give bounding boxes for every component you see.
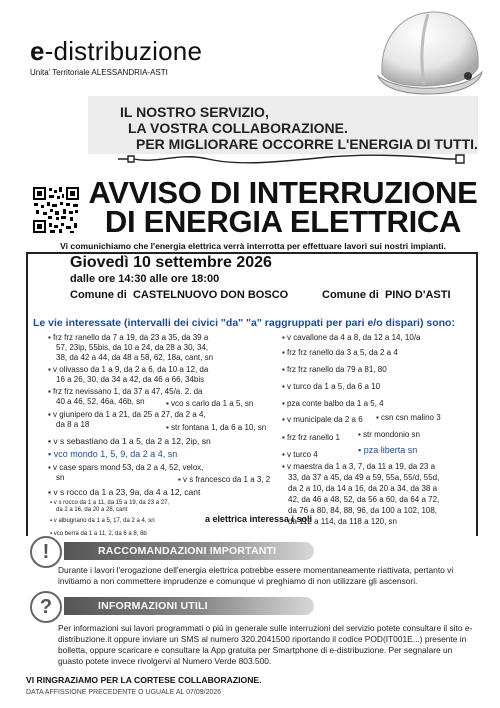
street-item: da 2 a 16, da 20 a 28, cant: [56, 507, 128, 513]
street-item: 57, 23ip, 55bis, da 10 a 24, da 28 a 30, 34,: [56, 343, 209, 352]
info-title: INFORMAZIONI UTILI: [98, 600, 208, 612]
truncated-note: a elettrica interessa i soli: [205, 514, 313, 524]
comune-1: [70, 289, 288, 301]
street-item: ▪ str fontana 1, da 6 a 10, sn: [166, 423, 267, 432]
street-item: ▪ csn csn malino 3: [376, 413, 441, 422]
affix-date: DATA AFFISSIONE PRECEDENTE O UGUALE AL 07/09/2026: [26, 689, 222, 696]
street-item: ▪ frz frz ranello da 7 a 19, da 23 a 35, da 39 a: [48, 333, 209, 342]
plug-icon: [118, 150, 468, 164]
street-item: 42, da 46 a 48, 52, da 56 a 60, da 64 a 72,: [288, 495, 440, 504]
logo-text: -distribuzione: [44, 36, 203, 66]
interruption-date: Giovedì 10 settembre 2026: [70, 254, 272, 271]
street-item: da 112 a 114, da 118 a 120, sn: [288, 517, 397, 526]
title-line-2: DI ENERGIA ELETTRICA: [104, 204, 462, 239]
comune-2: [322, 289, 451, 301]
street-item: ▪ v s francesco da 1 a 3, 2: [178, 475, 271, 484]
street-item: ▪ str mondonio sn: [358, 430, 420, 439]
logo-e: e: [30, 36, 45, 66]
comune-1-name: CASTELNUOVO DON BOSCO: [132, 289, 289, 301]
street-item: ▪ frz frz ranello da 79 a 81, 80: [282, 365, 387, 374]
street-item: ▪ v olivasso da 1 a 9, da 2 a 6, da 10 a 12, da: [48, 365, 209, 374]
street-item: sn: [56, 473, 65, 482]
street-item: 33, da 37 a 45, da 49 a 59, 55a, 55/d, 55d,: [288, 473, 440, 482]
question-icon: ?: [30, 591, 62, 623]
helmet-icon: [368, 6, 488, 104]
comune-2-label: Comune di: [322, 289, 379, 301]
street-item: ▪ v albugnano da 1 a 5, 17, da 2 a 4, sn: [50, 518, 155, 524]
street-item: ▪ v giunipero da 1 a 21, da 25 a 27, da 2 a 4,: [48, 410, 206, 419]
recommendations-text: Durante i lavori l'erogazione dell'energia elettrica potrebbe essere momentaneamente riattivata, pertanto vi invitiamo a non commettere imprudenze e comunque vi preghiamo di non utilizzare gli ascensori.: [58, 565, 454, 586]
street-item: ▪ pza liberta sn: [358, 445, 418, 455]
street-item: ▪ v turco da 1 a 5, da 6 a 10: [282, 382, 381, 391]
street-item: 38, da 42 a 44, da 48 a 58, 62, 18a, cant, sn: [56, 353, 214, 362]
exclamation-icon: !: [30, 536, 62, 568]
street-item: ▪ frz frz nevissano 1, da 37 a 47, 45/a. 2. da: [48, 387, 203, 396]
street-item: ▪ v municipale da 2 a 6: [282, 415, 363, 424]
slogan: [120, 104, 478, 152]
slogan-line-3: PER MIGLIORARE OCCORRE L'ENERGIA DI TUTTI.: [136, 136, 478, 152]
comune-1-label: Comune di: [70, 289, 127, 301]
street-item: ▪ v s sebastiano da 1 a 5, da 2 a 12, 2ip, sn: [48, 436, 211, 446]
street-item: 40 a 46, 52, 46a, 46b, sn: [56, 397, 145, 406]
street-item: 16 a 26, 30, da 34 a 42, da 46 a 66, 34bis: [56, 375, 205, 384]
streets-header: Le vie interessate (intervalli dei civici "da" "a" raggruppati per pari e/o dispari) sono:: [33, 317, 455, 329]
street-item: ▪ vco berra da 1 a 11, 2, da 6 a 8, 8b: [50, 531, 147, 537]
street-item: ▪ v turco 4: [282, 450, 318, 459]
street-item: da 2 a 10, da 14 a 16, da 20 a 34, da 38 a: [288, 484, 438, 493]
qr-code-icon: [32, 186, 80, 234]
slogan-line-1: IL NOSTRO SERVIZIO,: [120, 104, 269, 120]
street-item: da 76 a 80, 84, 88, 96, da 100 a 102, 108,: [288, 506, 438, 515]
street-item: ▪ frz frz ranello da 3 a 5, da 2 a 4: [282, 348, 398, 357]
recommendations-title: RACCOMANDAZIONI IMPORTANTI: [98, 545, 277, 557]
thanks-text: VI RINGRAZIAMO PER LA CORTESE COLLABORAZIONE.: [26, 675, 262, 685]
street-item: ▪ v maestra da 1 a 3, 7, da 11 a 19, da 23 a: [282, 462, 436, 471]
street-item: ▪ v case spars mond 53, da 2 a 4, 52, velox,: [48, 463, 204, 472]
slogan-line-2: LA VOSTRA COLLABORAZIONE.: [128, 120, 348, 136]
brand-logo: [30, 36, 202, 67]
comune-2-name: PINO D'ASTI: [384, 289, 451, 301]
street-item: ▪ v s rocco da 1 a 11, da 15 a 19, da 23 a 27,: [50, 500, 170, 506]
street-item: ▪ vco s carlo da 1 a 5, sn: [166, 399, 254, 408]
unit-label: Unita' Territoriale ALESSANDRIA-ASTI: [30, 68, 168, 77]
info-text: Per informazioni sui lavori programmati o più in generale sulle interruzioni del servizio potete consultare il sito e-distribuzione.it oppure inviare un SMS al numero 320.2041500 riportando il codice POD(IT001E...) presente in bolletta, oppure scaricare e consultare la App gratuita per Smartphone di e-distribuzione. Per segnalare un guasto potete invece rivolgervi al Numero Verde 803.500.: [58, 623, 473, 666]
street-item: ▪ frz frz ranello 1: [282, 433, 340, 442]
street-item: da 8 a 18: [56, 420, 90, 429]
notice-title: [88, 175, 478, 239]
street-item: ▪ vco mondo 1, 5, 9, da 2 a 4, sn: [48, 449, 178, 459]
intro-text: Vi comunichiamo che l'energia elettrica verrà interrotta per effettuare lavori sui nostri impianti.: [60, 241, 446, 251]
title-line-1: AVVISO DI INTERRUZIONE: [88, 175, 478, 210]
interruption-time: dalle ore 14:30 alle ore 18:00: [70, 273, 220, 285]
street-item: ▪ v s rocco da 1 a 23, 9a, da 4 a 12, cant: [48, 487, 201, 497]
street-item: ▪ pza conte balbo da 1 a 5, 4: [282, 399, 384, 408]
street-item: ▪ v cavallone da 4 a 8, da 12 a 14, 10/a: [282, 333, 421, 342]
